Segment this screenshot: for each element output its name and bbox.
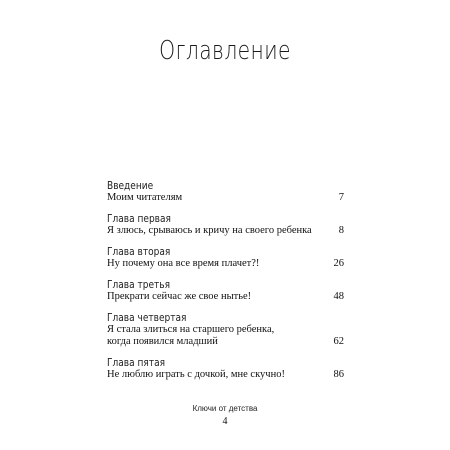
chapter-label: Глава третья (107, 278, 171, 291)
toc-entry[interactable] (107, 279, 344, 303)
toc-entry[interactable] (107, 213, 344, 237)
chapter-label: Глава четвертая (107, 311, 187, 324)
page-number: 48 (333, 291, 344, 302)
chapter-title: Ну почему она все время плачет?! (107, 258, 260, 269)
chapter-title: Я стала злиться на старшего ребенка, когда появился младший (107, 324, 275, 347)
chapter-label: Глава первая (107, 212, 171, 225)
page-title: Оглавление (159, 36, 291, 66)
page-number: 62 (333, 336, 344, 347)
chapter-title: Я злюсь, срываюсь и кричу на своего ребенка (107, 225, 312, 236)
chapter-title: Прекрати сейчас же свое нытье! (107, 291, 252, 302)
chapter-label: Глава пятая (107, 356, 166, 369)
folio-page-number: 4 (222, 416, 228, 427)
table-of-contents (107, 180, 344, 390)
page-number: 8 (338, 225, 344, 236)
running-footer-title: Ключи от детства (192, 404, 258, 413)
toc-entry[interactable] (107, 180, 344, 204)
chapter-label: Введение (107, 179, 154, 192)
chapter-label: Глава вторая (107, 245, 171, 258)
page-number: 86 (333, 369, 344, 380)
page-number: 7 (338, 192, 344, 203)
toc-entry[interactable] (107, 246, 344, 270)
page-number: 26 (333, 258, 344, 269)
toc-entry[interactable] (107, 357, 344, 381)
chapter-title: Моим читателям (107, 192, 183, 203)
toc-entry[interactable] (107, 312, 344, 348)
chapter-title: Не люблю играть с дочкой, мне скучно! (107, 369, 285, 380)
